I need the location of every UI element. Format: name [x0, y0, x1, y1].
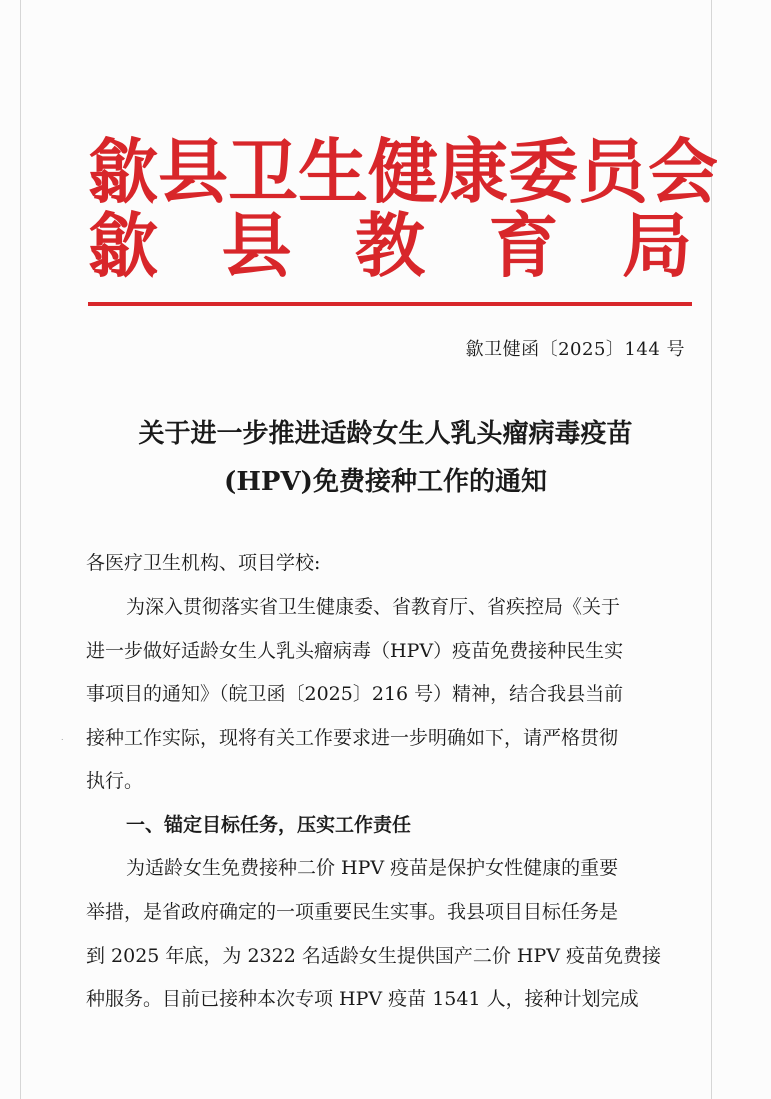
document-title-line-2: (HPV)免费接种工作的通知 [224, 467, 547, 497]
org-char: 卫 [228, 130, 298, 213]
org-char: 局 [622, 204, 692, 287]
document-title-line-1: 关于进一步推进适龄女生人乳头瘤病毒疫苗 [138, 419, 633, 449]
org-char: 教 [355, 204, 425, 287]
org-char: 生 [298, 130, 368, 213]
left-margin-line [20, 0, 21, 1099]
paragraph-line: 接种工作实际，现将有关工作要求进一步明确如下，请严格贯彻 [86, 727, 619, 749]
org-char: 县 [221, 204, 292, 287]
issuing-org-education-bureau [88, 206, 692, 286]
paragraph-line: 为深入贯彻落实省卫生健康委、省教育厅、省疾控局《关于 [126, 596, 621, 618]
paragraph-line: 进一步做好适龄女生人乳头瘤病毒（HPV）疫苗免费接种民生实 [86, 640, 624, 662]
org-char: 歙 [88, 130, 158, 213]
org-char: 员 [578, 130, 648, 213]
document-number: 歙卫健函〔2025〕144 号 [465, 339, 685, 360]
org-char: 委 [508, 130, 578, 213]
issuing-org-health-commission [88, 130, 718, 213]
scan-speck: ˙ [60, 739, 65, 749]
org-char: 县 [158, 130, 228, 213]
section-heading: 一、锚定目标任务，压实工作责任 [126, 814, 412, 836]
org-char: 会 [648, 130, 718, 213]
org-char: 育 [488, 204, 559, 287]
paragraph-line: 到 2025 年底，为 2322 名适龄女生提供国产二价 HPV 疫苗免费接 [86, 945, 662, 967]
salutation: 各医疗卫生机构、项目学校: [86, 552, 321, 574]
paragraph-line: 种服务。目前已接种本次专项 HPV 疫苗 1541 人，接种计划完成 [86, 988, 639, 1010]
org-char: 康 [438, 130, 508, 213]
paragraph-line: 事项目的通知》（皖卫函〔2025〕216 号）精神，结合我县当前 [86, 683, 624, 705]
org-char: 歙 [88, 204, 158, 287]
org-char: 健 [368, 130, 438, 213]
paragraph-line: 为适龄女生免费接种二价 HPV 疫苗是保护女性健康的重要 [126, 857, 619, 879]
paragraph-line: 举措，是省政府确定的一项重要民生实事。我县项目目标任务是 [86, 901, 619, 923]
red-header-rule [88, 302, 692, 306]
paragraph-line: 执行。 [86, 770, 144, 792]
